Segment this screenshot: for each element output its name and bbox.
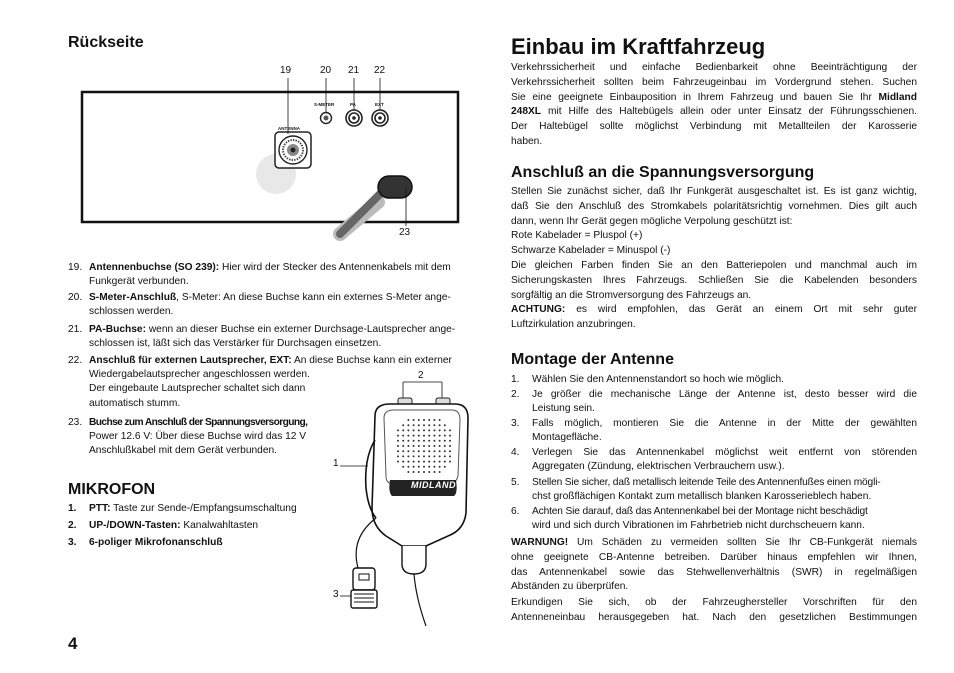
- mic-item-3: [68, 536, 348, 550]
- grille-hole: [444, 445, 446, 447]
- grille-hole: [413, 450, 415, 452]
- grille-hole: [439, 450, 441, 452]
- grille-hole: [423, 440, 425, 442]
- intro-paragraph: [511, 61, 917, 150]
- grille-hole: [413, 455, 415, 457]
- item-number: 22.: [68, 355, 83, 366]
- item-text-2: Wiedergabelautsprecher angeschlossen werden.: [89, 369, 310, 381]
- grille-hole: [413, 466, 415, 468]
- grille-hole: [439, 466, 441, 468]
- item-text-4: automatisch stumm.: [89, 397, 181, 409]
- grille-hole: [444, 466, 446, 468]
- grille-hole: [413, 435, 415, 437]
- item-text-3: Der eingebaute Lautsprecher schaltet sich dann: [89, 383, 306, 395]
- rear-item-21: [68, 323, 478, 351]
- grille-hole: [418, 445, 420, 447]
- item-number: 5.: [511, 477, 520, 488]
- mic-item-1: [68, 502, 348, 516]
- grille-hole: [444, 440, 446, 442]
- intro-line: haben.: [511, 135, 543, 147]
- item-text: Hier wird der Stecker des Antennenkabels mit dem: [219, 262, 451, 273]
- closing-line: Antenneneinbau herausgegeben hat. Nach den gesetzlichen Bestimmungen: [511, 611, 917, 623]
- grille-hole: [433, 455, 435, 457]
- microphone-drawing: [330, 368, 480, 628]
- mic-item-2: [68, 519, 348, 533]
- grille-hole: [407, 445, 409, 447]
- power-heading: Anschluß an die Spannungsversorgung: [511, 164, 815, 181]
- grille-hole: [449, 455, 451, 457]
- grille-hole: [407, 450, 409, 452]
- item-text-2: Anschlußkabel mit dem Gerät verbunden.: [89, 445, 277, 457]
- item-text: Achten Sie darauf, daß das Antennenkabel bei der Montage nicht beschädigt: [532, 506, 868, 517]
- grille-hole: [449, 461, 451, 463]
- achtung-text: es wird empfohlen, das Gerät an einem Ort mit sehr guter: [565, 304, 917, 316]
- grille-hole: [402, 445, 404, 447]
- grille-hole: [449, 445, 451, 447]
- warnung-text: Um Schäden zu vermeiden sollten Sie Ihr CB-Funkgerät niemals: [568, 537, 917, 548]
- grille-hole: [418, 471, 420, 473]
- grille-hole: [402, 455, 404, 457]
- grille-hole: [423, 471, 425, 473]
- grille-hole: [444, 455, 446, 457]
- grille-hole: [423, 429, 425, 431]
- item-text: An diese Buchse kann ein externer: [291, 355, 452, 366]
- rear-panel-diagram: [78, 62, 468, 252]
- grille-hole: [418, 424, 420, 426]
- achtung-label: ACHTUNG:: [511, 304, 566, 316]
- item-number: 23.: [68, 417, 83, 428]
- grille-hole: [413, 424, 415, 426]
- item-text: Je größer die mechanische Länge der Antenne ist, desto besser wird die: [532, 389, 917, 400]
- grille-hole: [402, 466, 404, 468]
- item-text-2: schlossen werden.: [89, 306, 174, 318]
- item-text-2: chst großflächigen Kontakt zum metallisch blanken Karosserieblech haben.: [532, 491, 872, 503]
- grille-hole: [418, 440, 420, 442]
- item-title: PA-Buchse:: [89, 324, 146, 335]
- item-text: , S-Meter: An diese Buchse kann ein externes S-Meter ange-: [176, 292, 451, 303]
- grille-hole: [433, 466, 435, 468]
- grille-hole: [439, 424, 441, 426]
- antenna-item-4: [511, 446, 917, 474]
- antenna-item-5: [511, 476, 917, 504]
- grille-hole: [402, 461, 404, 463]
- grille-hole: [418, 419, 420, 421]
- grille-hole: [439, 435, 441, 437]
- grille-hole: [444, 424, 446, 426]
- power-line: Rote Kabelader = Pluspol (+): [511, 230, 643, 242]
- item-number: 4.: [511, 447, 520, 458]
- grille-hole: [397, 435, 399, 437]
- callout-23: 23: [399, 227, 411, 238]
- antenna-item-3: [511, 417, 917, 445]
- brand-name: Midland: [878, 91, 917, 103]
- grille-hole: [428, 440, 430, 442]
- grille-hole: [428, 471, 430, 473]
- item-text: wenn an dieser Buchse ein externer Durchsage-Lautsprecher ange-: [145, 324, 456, 335]
- item-number: 2.: [68, 520, 77, 531]
- grille-hole: [402, 435, 404, 437]
- grille-hole: [433, 445, 435, 447]
- item-title: Antennenbuchse (SO 239):: [89, 262, 220, 273]
- item-text: Falls möglich, montieren Sie die Antenne in der Mitte der gewählten: [532, 418, 917, 429]
- grille-hole: [402, 450, 404, 452]
- grille-hole: [439, 455, 441, 457]
- grille-hole: [402, 429, 404, 431]
- panel-label-pa: PA: [350, 102, 356, 107]
- grille-hole: [407, 471, 409, 473]
- achtung-line: [511, 303, 917, 318]
- item-title: Anschluß für externen Lautsprecher, EXT:: [89, 355, 292, 366]
- power-line: daß Sie den Anschluß des Stromkabels polaritätsrichtig vornehmen. Dies gilt auch: [511, 200, 917, 212]
- grille-hole: [407, 455, 409, 457]
- warnung-line: ohne geeignete CB-Antenne betreiben. Darüber hinaus empfehlen wir Ihnen,: [511, 551, 917, 563]
- grille-hole: [428, 461, 430, 463]
- item-number: 1.: [511, 374, 520, 385]
- power-line: Stellen Sie zunächst sicher, daß Ihr Funkgerät ausgeschaltet ist. Es ist ganz wichtig,: [511, 186, 917, 197]
- grille-hole: [439, 461, 441, 463]
- grille-hole: [397, 461, 399, 463]
- grille-hole: [418, 466, 420, 468]
- grille-hole: [418, 455, 420, 457]
- intro-line-3: [511, 91, 917, 106]
- item-number: 20.: [68, 292, 83, 303]
- grille-hole: [397, 450, 399, 452]
- grille-hole: [428, 429, 430, 431]
- grille-hole: [439, 429, 441, 431]
- item-number: 1.: [68, 503, 77, 514]
- mic-callout-2: 2: [418, 370, 424, 381]
- grille-hole: [428, 445, 430, 447]
- rear-item-23: [68, 416, 358, 459]
- microphone-diagram: [330, 368, 480, 628]
- grille-hole: [444, 429, 446, 431]
- grille-hole: [428, 450, 430, 452]
- grille-hole: [397, 455, 399, 457]
- item-number: 3.: [511, 418, 520, 429]
- antenna-heading: Montage der Antenne: [511, 351, 674, 368]
- grille-hole: [413, 429, 415, 431]
- callout-21: 21: [348, 65, 360, 76]
- callout-20: 20: [320, 65, 332, 76]
- grille-hole: [407, 429, 409, 431]
- rear-panel-drawing: [78, 62, 468, 252]
- power-line: Schwarze Kabelader = Minuspol (-): [511, 245, 671, 257]
- item-title: Buchse zum Anschluß der Spannungsversorgung,: [89, 417, 308, 428]
- warnung-label: WARNUNG!: [511, 537, 569, 548]
- warnung-line: das Antennenkabel sowie das Stehwellenverhältnis (SWR) in regelmäßigen: [511, 566, 917, 578]
- item-text-2: Funkgerät verbunden.: [89, 276, 189, 288]
- item-text-2: Leistung sein.: [532, 403, 595, 415]
- grille-hole: [423, 450, 425, 452]
- grille-hole: [439, 440, 441, 442]
- grille-hole: [413, 461, 415, 463]
- grille-hole: [433, 461, 435, 463]
- warnung-paragraph: [511, 536, 917, 595]
- grille-hole: [397, 445, 399, 447]
- grille-hole: [433, 419, 435, 421]
- grille-hole: [433, 424, 435, 426]
- item-text-2: wird und sich durch Vibrationen im Fahrbetrieb nicht durchscheuern kann.: [532, 520, 865, 532]
- grille-hole: [418, 435, 420, 437]
- callout-19: 19: [280, 65, 292, 76]
- panel-label-smeter: S-METER: [314, 102, 335, 107]
- item-text-2: Aggregaten (Zündung, elektrischen Verbrauchern usw.).: [532, 461, 785, 473]
- grille-hole: [413, 440, 415, 442]
- grille-hole: [433, 429, 435, 431]
- rueckseite-heading: Rückseite: [68, 34, 144, 51]
- grille-hole: [407, 435, 409, 437]
- intro-line: Der Haltebügel sollte möglichst Verbindung mit Metallteilen der Karosserie: [511, 121, 917, 133]
- item-number: 21.: [68, 324, 83, 335]
- achtung-line-2: Luftzirkulation anzubringen.: [511, 319, 636, 331]
- intro-line: Verkehrssicherheit und einfache Bedienbarkeit ohne Beeinträchtigung der: [511, 62, 917, 73]
- grille-hole: [418, 450, 420, 452]
- model-name: 248XL: [511, 106, 542, 118]
- grille-hole: [423, 466, 425, 468]
- intro-line: Verkehrssicherheit sollten beim Fahrzeugeinbau im Vordergrund stehen. Suchen: [511, 76, 917, 88]
- item-number: 3.: [68, 537, 77, 548]
- item-text: Wählen Sie den Antennenstandort so hoch wie möglich.: [532, 374, 785, 385]
- item-title: 6-poliger Mikrofonanschluß: [89, 537, 223, 548]
- power-line: sorgfältig an die Stromversorgung des Fahrzeugs an.: [511, 289, 752, 301]
- grille-hole: [444, 435, 446, 437]
- item-text-2: Montagefläche.: [532, 432, 602, 444]
- closing-paragraph: [511, 596, 917, 626]
- item-text: Kanalwahltasten: [180, 520, 259, 531]
- grille-hole: [407, 419, 409, 421]
- grille-hole: [428, 424, 430, 426]
- antenna-item-1: [511, 373, 917, 387]
- closing-line: Erkundigen Sie sich, ob der Fahrzeughersteller Vorschriften für den: [511, 597, 917, 608]
- grille-hole: [407, 440, 409, 442]
- grille-hole: [439, 445, 441, 447]
- power-socket-icon: [378, 176, 412, 198]
- grille-hole: [439, 471, 441, 473]
- grille-hole: [423, 455, 425, 457]
- mic-brand-logo: MIDLAND: [411, 480, 456, 490]
- grille-hole: [418, 429, 420, 431]
- intro-line-4: [511, 105, 917, 120]
- grille-hole: [407, 461, 409, 463]
- grille-hole: [402, 424, 404, 426]
- grille-hole: [433, 435, 435, 437]
- item-number: 6.: [511, 506, 520, 517]
- grille-hole: [413, 471, 415, 473]
- grille-hole: [428, 455, 430, 457]
- intro-text: mit Hilfe des Haltebügels allein oder unter Einsatz der Führungsschienen.: [541, 106, 917, 118]
- mic-callout-1: 1: [333, 458, 339, 469]
- grille-hole: [407, 424, 409, 426]
- mikrofon-heading: MIKROFON: [68, 481, 156, 498]
- grille-hole: [439, 419, 441, 421]
- item-number: 2.: [511, 389, 520, 400]
- item-number: 19.: [68, 262, 83, 273]
- grille-hole: [433, 450, 435, 452]
- grille-hole: [407, 466, 409, 468]
- grille-hole: [413, 445, 415, 447]
- antenna-item-2: [511, 388, 917, 416]
- grille-hole: [418, 461, 420, 463]
- grille-hole: [397, 429, 399, 431]
- antenna-item-6: [511, 505, 917, 533]
- page-number: 4: [68, 634, 78, 653]
- grille-hole: [444, 461, 446, 463]
- item-text: Stellen Sie sicher, daß metallisch leitende Teile des Antennenfußes einen mögli-: [532, 477, 881, 488]
- grille-hole: [449, 440, 451, 442]
- grille-hole: [433, 471, 435, 473]
- grille-hole: [423, 445, 425, 447]
- grille-hole: [423, 419, 425, 421]
- item-title: UP-/DOWN-Tasten:: [89, 520, 181, 531]
- item-text: Verlegen Sie das Antennenkabel möglichst weit entfernt von störenden: [532, 447, 917, 458]
- power-line: dann, wenn Ihr Gerät gegen mögliche Verpolung geschützt ist:: [511, 215, 793, 227]
- grille-hole: [402, 440, 404, 442]
- power-line: Die gleichen Farben finden Sie an den Batteriepolen und manchmal auch im: [511, 259, 917, 271]
- power-line: Sicherungskasten Ihres Fahrzeugs. Schließen Sie die Kabelenden besonders: [511, 274, 917, 286]
- item-text: Taste zur Sende-/Empfangsumschaltung: [110, 503, 297, 514]
- warnung-line: Abständen zu überprüfen.: [511, 581, 629, 593]
- grille-hole: [428, 419, 430, 421]
- mic-callout-3: 3: [333, 589, 339, 600]
- intro-text: Sie eine geeignete Einbauposition in Ihrem Fahrzeug und bauen Sie Ihr: [511, 91, 879, 103]
- grille-hole: [428, 466, 430, 468]
- grille-hole: [423, 461, 425, 463]
- panel-label-antenna: ANTENNA: [278, 126, 300, 131]
- grille-hole: [413, 419, 415, 421]
- warnung-line-1: [511, 536, 917, 551]
- grille-hole: [423, 435, 425, 437]
- rear-item-19: [68, 261, 478, 289]
- grille-hole: [428, 435, 430, 437]
- grille-hole: [449, 435, 451, 437]
- grille-hole: [397, 440, 399, 442]
- item-text: Power 12.6 V: Über diese Buchse wird das 12 V: [89, 431, 307, 443]
- grille-hole: [449, 429, 451, 431]
- item-text-2: schlossen ist, läßt sich das Verstärker für Durchsagen einsetzen.: [89, 338, 382, 350]
- item-title: PTT:: [89, 503, 111, 514]
- grille-hole: [423, 424, 425, 426]
- callout-22: 22: [374, 65, 386, 76]
- power-paragraph: [511, 185, 917, 333]
- grille-hole: [444, 450, 446, 452]
- rear-item-20: [68, 291, 478, 319]
- grille-hole: [433, 440, 435, 442]
- page-title: Einbau im Kraftfahrzeug: [511, 34, 766, 59]
- item-title: S-Meter-Anschluß: [89, 292, 177, 303]
- grille-hole: [449, 450, 451, 452]
- panel-label-ext: EXT: [375, 102, 384, 107]
